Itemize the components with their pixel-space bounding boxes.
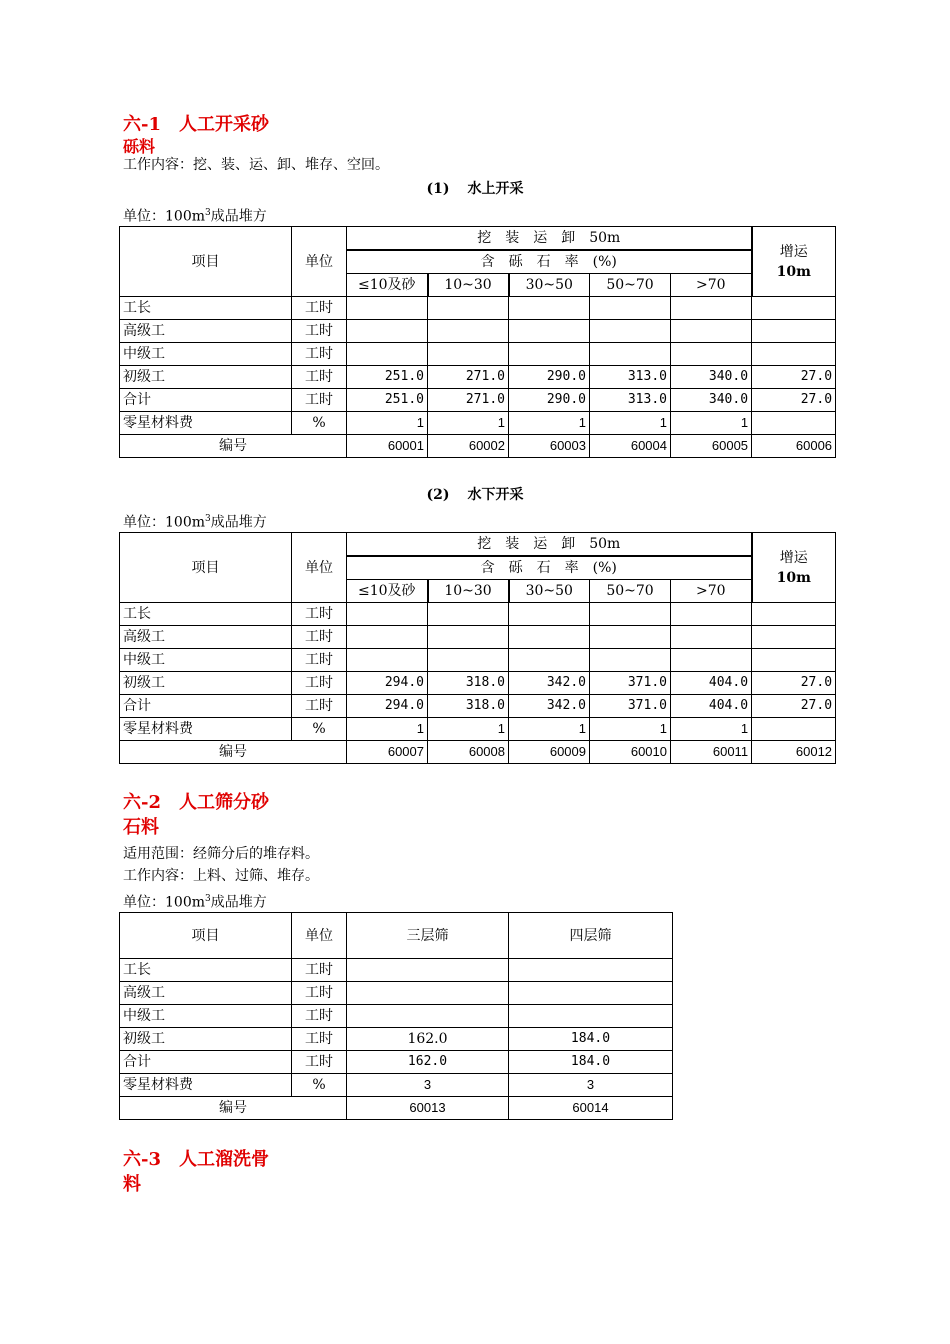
- cell-value: 1: [590, 718, 671, 741]
- header-rate: 含 砾 石 率 (%): [347, 556, 752, 580]
- table-3-unit-prefix: 单位：100m: [123, 894, 205, 911]
- cell-value: 184.0: [509, 1028, 673, 1051]
- table-1: [119, 226, 836, 458]
- cell-value: 3: [347, 1074, 509, 1097]
- header-item: 项目: [120, 227, 292, 297]
- row-label: 工长: [120, 297, 292, 320]
- section-1-number: 六-1: [123, 114, 161, 135]
- cell-value: 404.0: [671, 695, 752, 718]
- table-row: [120, 695, 836, 718]
- cell-value: 404.0: [671, 672, 752, 695]
- section-2-number: 六-2: [123, 792, 161, 813]
- cell-value: 371.0: [590, 695, 671, 718]
- header-col-4: 50~70: [590, 580, 671, 603]
- code-value: 60008: [428, 741, 509, 764]
- cell-value: 162.0: [347, 1051, 509, 1074]
- row-unit: 工时: [292, 389, 347, 412]
- cell-value: 27.0: [752, 389, 836, 412]
- header-unit: 单位: [292, 533, 347, 603]
- row-label: 高级工: [120, 982, 292, 1005]
- header-unit: 单位: [292, 913, 347, 959]
- cell-value: 1: [428, 412, 509, 435]
- cell-value: [752, 412, 836, 435]
- cell-value: 1: [509, 412, 590, 435]
- cell-value: 313.0: [590, 366, 671, 389]
- cell-value: 342.0: [509, 672, 590, 695]
- cell-value: 342.0: [509, 695, 590, 718]
- header-unit: 单位: [292, 227, 347, 297]
- table-row: [120, 320, 836, 343]
- table-row: [120, 626, 836, 649]
- row-unit: 工时: [292, 603, 347, 626]
- cell-value: 1: [428, 718, 509, 741]
- table-1-unit-suffix: 成品堆方: [210, 208, 267, 225]
- table-2-unit: [123, 508, 267, 534]
- row-label: 零星材料费: [120, 412, 292, 435]
- header-item: 项目: [120, 533, 292, 603]
- code-value: 60001: [347, 435, 428, 458]
- cell-value: 1: [347, 718, 428, 741]
- header-col-3: 30~50: [509, 580, 590, 603]
- table-2-subtitle-number: (2): [426, 487, 450, 503]
- table-row: [120, 1028, 673, 1051]
- header-extra-line2: 10m: [776, 569, 811, 586]
- row-unit: 工时: [292, 649, 347, 672]
- table-3: [119, 912, 673, 1120]
- header-dig: 挖 装 运 卸 50m: [347, 227, 752, 251]
- cell-value: 27.0: [752, 695, 836, 718]
- header-col-four-layer: 四层筛: [509, 913, 673, 959]
- code-label: 编号: [120, 435, 347, 458]
- row-label: 中级工: [120, 1005, 292, 1028]
- code-value: 60004: [590, 435, 671, 458]
- table-1-unit-sup: 3: [205, 208, 211, 218]
- row-label: 合计: [120, 389, 292, 412]
- code-value: 60006: [752, 435, 836, 458]
- row-label: 中级工: [120, 343, 292, 366]
- table-2: [119, 532, 836, 764]
- code-value: 60011: [671, 741, 752, 764]
- row-unit: %: [292, 718, 347, 741]
- header-extra-line1: 增运: [779, 243, 808, 260]
- cell-value: 290.0: [509, 366, 590, 389]
- cell-value: 1: [509, 718, 590, 741]
- cell-value: 27.0: [752, 366, 836, 389]
- table-row: [120, 297, 836, 320]
- row-unit: 工时: [292, 320, 347, 343]
- row-unit: 工时: [292, 297, 347, 320]
- header-dig: 挖 装 运 卸 50m: [347, 533, 752, 557]
- section-3-title-continued: 料: [123, 1174, 141, 1195]
- table-row: [120, 672, 836, 695]
- cell-value: 340.0: [671, 366, 752, 389]
- cell-value: 313.0: [590, 389, 671, 412]
- section-1-work-content: 工作内容：挖、装、运、卸、堆存、空回。: [123, 157, 389, 173]
- row-unit: 工时: [292, 672, 347, 695]
- table-1-unit: [123, 202, 267, 228]
- cell-value: 251.0: [347, 389, 428, 412]
- code-value: 60010: [590, 741, 671, 764]
- row-unit: 工时: [292, 982, 347, 1005]
- row-unit: 工时: [292, 1028, 347, 1051]
- row-unit: 工时: [292, 366, 347, 389]
- header-col-2: 10~30: [428, 580, 509, 603]
- row-label: 初级工: [120, 366, 292, 389]
- code-value: 60005: [671, 435, 752, 458]
- header-col-3: 30~50: [509, 274, 590, 297]
- cell-value: 294.0: [347, 672, 428, 695]
- table-row: [120, 366, 836, 389]
- code-value: 60012: [752, 741, 836, 764]
- table-row: [120, 649, 836, 672]
- table-row: [120, 435, 836, 458]
- table-row: [120, 718, 836, 741]
- row-unit: %: [292, 412, 347, 435]
- table-1-subtitle: [0, 178, 950, 198]
- header-col-2: 10~30: [428, 274, 509, 297]
- table-row: [120, 343, 836, 366]
- cell-value: 371.0: [590, 672, 671, 695]
- section-1-title: [123, 114, 269, 136]
- cell-value: 162.0: [347, 1028, 509, 1051]
- table-1-unit-prefix: 单位：100m: [123, 208, 205, 225]
- cell-value: 271.0: [428, 366, 509, 389]
- row-label: 初级工: [120, 672, 292, 695]
- section-3-number: 六-3: [123, 1149, 161, 1170]
- cell-value: 1: [590, 412, 671, 435]
- row-label: 高级工: [120, 626, 292, 649]
- header-col-5: >70: [671, 274, 752, 297]
- section-1-title-continued: 砾料: [123, 137, 156, 156]
- table-row: [120, 1005, 673, 1028]
- cell-value: 318.0: [428, 672, 509, 695]
- code-value: 60002: [428, 435, 509, 458]
- cell-value: 1: [671, 718, 752, 741]
- row-unit: 工时: [292, 695, 347, 718]
- table-row: [120, 1097, 673, 1120]
- row-unit: 工时: [292, 1051, 347, 1074]
- section-2-title-continued: 石料: [123, 817, 159, 838]
- code-value: 60009: [509, 741, 590, 764]
- code-label: 编号: [120, 1097, 347, 1120]
- header-col-1: ≤10及砂: [347, 580, 428, 603]
- table-2-unit-suffix: 成品堆方: [210, 514, 267, 531]
- code-value: 60014: [509, 1097, 673, 1120]
- table-row: [120, 389, 836, 412]
- cell-value: [752, 718, 836, 741]
- section-2-work-content: 工作内容：上料、过筛、堆存。: [123, 868, 319, 884]
- cell-value: 1: [671, 412, 752, 435]
- code-label: 编号: [120, 741, 347, 764]
- cell-value: 318.0: [428, 695, 509, 718]
- row-unit: 工时: [292, 343, 347, 366]
- table-3-unit: [123, 888, 267, 914]
- header-col-4: 50~70: [590, 274, 671, 297]
- section-1-title-text: 人工开采砂: [179, 114, 269, 135]
- section-3-title: [123, 1149, 269, 1171]
- header-extra: [752, 227, 836, 297]
- table-row: [120, 741, 836, 764]
- row-unit: 工时: [292, 959, 347, 982]
- table-2-unit-sup: 3: [205, 514, 211, 524]
- table-2-subtitle-text: 水下开采: [467, 487, 524, 503]
- row-unit: 工时: [292, 1005, 347, 1028]
- section-2-title: [123, 792, 269, 814]
- row-label: 工长: [120, 959, 292, 982]
- cell-value: 294.0: [347, 695, 428, 718]
- cell-value: 340.0: [671, 389, 752, 412]
- table-row: [120, 412, 836, 435]
- row-label: 合计: [120, 1051, 292, 1074]
- table-row: [120, 959, 673, 982]
- cell-value: 251.0: [347, 366, 428, 389]
- row-label: 零星材料费: [120, 1074, 292, 1097]
- table-row: [120, 982, 673, 1005]
- table-1-subtitle-number: (1): [426, 181, 450, 197]
- table-1-subtitle-text: 水上开采: [467, 181, 524, 197]
- cell-value: 290.0: [509, 389, 590, 412]
- header-extra-line1: 增运: [779, 549, 808, 566]
- section-2-title-text: 人工筛分砂: [179, 792, 269, 813]
- table-row: [120, 603, 836, 626]
- cell-value: 271.0: [428, 389, 509, 412]
- cell-value: 1: [347, 412, 428, 435]
- table-row: [120, 1051, 673, 1074]
- row-label: 中级工: [120, 649, 292, 672]
- section-3-title-text: 人工溜洗骨: [179, 1149, 269, 1170]
- row-unit: %: [292, 1074, 347, 1097]
- cell-value: 184.0: [509, 1051, 673, 1074]
- header-col-5: >70: [671, 580, 752, 603]
- row-unit: 工时: [292, 626, 347, 649]
- row-label: 合计: [120, 695, 292, 718]
- row-label: 工长: [120, 603, 292, 626]
- header-col-three-layer: 三层筛: [347, 913, 509, 959]
- row-label: 高级工: [120, 320, 292, 343]
- table-3-unit-suffix: 成品堆方: [210, 894, 267, 911]
- code-value: 60013: [347, 1097, 509, 1120]
- table-2-unit-prefix: 单位：100m: [123, 514, 205, 531]
- table-2-subtitle: [0, 484, 950, 504]
- section-2-scope: 适用范围：经筛分后的堆存料。: [123, 846, 319, 862]
- code-value: 60003: [509, 435, 590, 458]
- header-item: 项目: [120, 913, 292, 959]
- header-extra: [752, 533, 836, 603]
- header-col-1: ≤10及砂: [347, 274, 428, 297]
- row-label: 零星材料费: [120, 718, 292, 741]
- table-3-unit-sup: 3: [205, 894, 211, 904]
- header-rate: 含 砾 石 率 (%): [347, 250, 752, 274]
- code-value: 60007: [347, 741, 428, 764]
- table-row: [120, 1074, 673, 1097]
- cell-value: 27.0: [752, 672, 836, 695]
- cell-value: 3: [509, 1074, 673, 1097]
- header-extra-line2: 10m: [776, 263, 811, 280]
- row-label: 初级工: [120, 1028, 292, 1051]
